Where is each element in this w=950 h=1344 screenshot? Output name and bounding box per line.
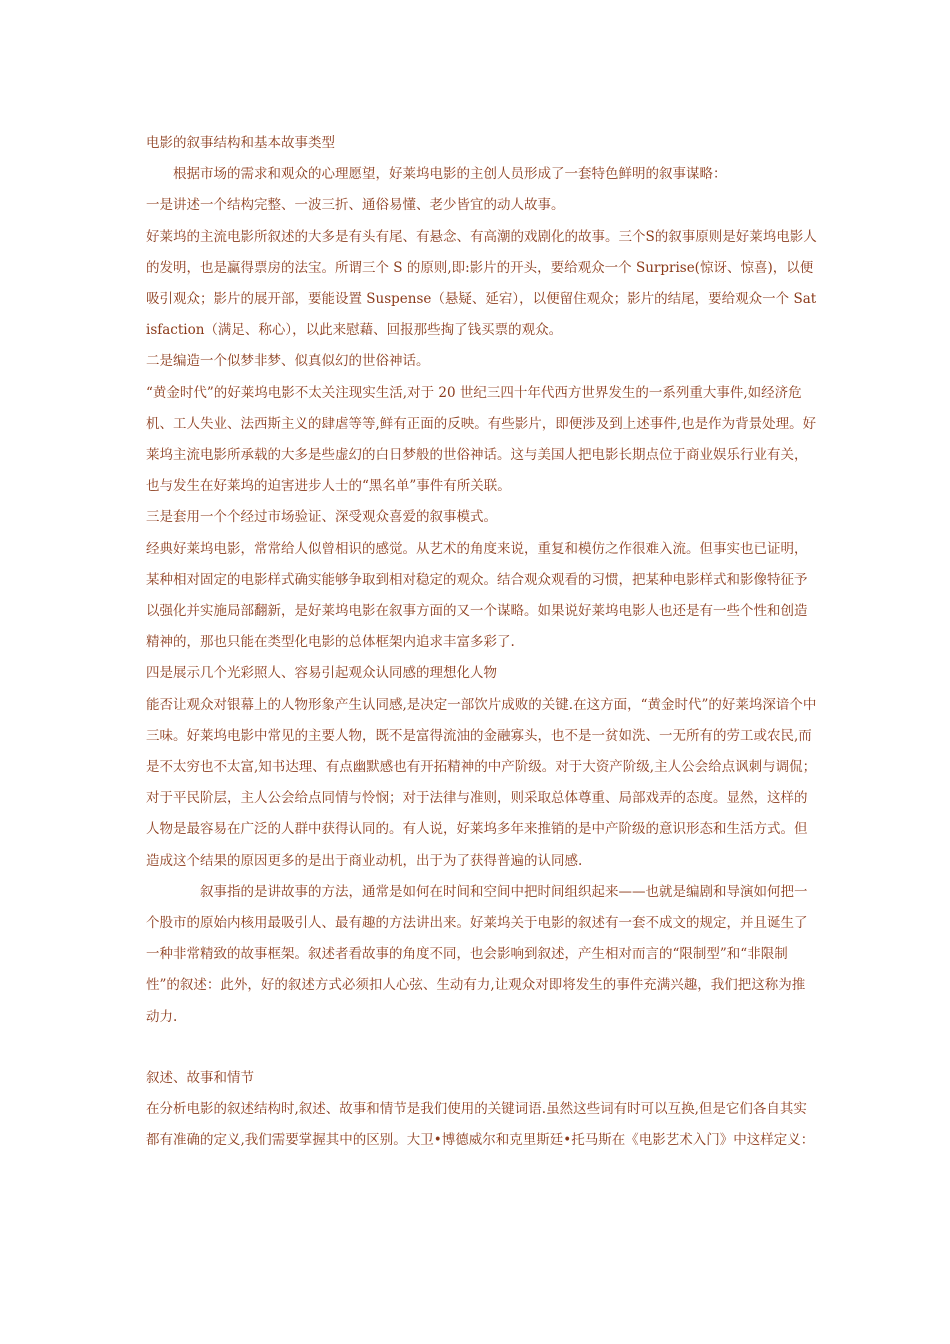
point2-heading: 二是编造一个似梦非梦、似真似幻的世俗神话。 xyxy=(146,353,430,370)
point2-body: “黄金时代”的好莱坞电影不太关注现实生活,对于 20 世纪三四十年代西方世界发生的一系列重大事件,如经济危机、工人失业、法西斯主义的肆虐等等,鲜有正面的反映。有些影片，即便涉及到上述事件,也是作为背景处理。好莱坞主流电影所承载的大多是些虚幻的白日梦般的世俗神话。这与美国人把电影长期点位于商业娱乐行业有关，也与发生在好莱坞的迫害进步人士的“黑名单”事件有所关联。 xyxy=(146,384,817,495)
section-spacer xyxy=(146,1033,818,1063)
point1-body: 好莱坞的主流电影所叙述的大多是有头有尾、有悬念、有高潮的戏剧化的故事。三个S的叙事原则是好莱坞电影人的发明，也是赢得票房的法宝。所谓三个 S 的原则,即:影片的开头，要给观众一个 Surprise(惊讶、惊喜)，以便吸引观众；影片的展开部，要能设置 Suspense（悬疑、延宕），以便留住观众；影片的结尾，要给观众一个 Satisfaction（满足、称心），以此来慰藉、回报那些掏了钱买票的观众。 xyxy=(146,228,817,339)
document-body xyxy=(146,128,818,1157)
point4-heading: 四是展示几个光彩照人、容易引起观众认同感的理想化人物 xyxy=(146,665,497,682)
section2-heading: 叙述、故事和情节 xyxy=(146,1069,254,1086)
section2-body: 在分析电影的叙述结构时,叙述、故事和情节是我们使用的关键词语.虽然这些词有时可以互换,但是它们各自其实都有准确的定义,我们需要掌握其中的区别。大卫•博德威尔和克里斯廷•托马斯在《电影艺术入门》中这样定义： xyxy=(146,1101,815,1149)
narrative-paragraph: 叙事指的是讲故事的方法，通常是如何在时间和空间中把时间组织起来——也就是编剧和导演如何把一个股市的原始内核用最吸引人、最有趣的方法讲出来。好莱坞关于电影的叙述有一套不成文的规定，并且诞生了一种非常精致的故事框架。叙述者看故事的角度不同，也会影响到叙述，产生相对而言的“限制型”和“非限制性”的叙述：此外，好的叙述方式必须扣人心弦、生动有力,让观众对即将发生的事件充满兴趣，我们把这称为推动力. xyxy=(146,883,808,1025)
intro-paragraph: 根据市场的需求和观众的心理愿望，好莱坞电影的主创人员形成了一套特色鲜明的叙事谋略： xyxy=(173,166,727,183)
point4-body: 能否让观众对银幕上的人物形象产生认同感,是决定一部饮片成败的关键.在这方面，“黄金时代”的好莱坞深谙个中三味。好莱坞电影中常见的主要人物，既不是富得流油的金融寡头，也不是一贫如洗、一无所有的劳工或农民,而是不太穷也不太富,知书达理、有点幽默感也有开拓精神的中产阶级。对于大资产阶级,主人公会给点讽刺与调侃；对于平民阶层，主人公会给点同情与怜悯；对于法律与准则，则采取总体尊重、局部戏弄的态度。显然，这样的人物是最容易在广泛的人群中获得认同的。有人说，好莱坞多年来推销的是中产阶级的意识形态和生活方式。但造成这个结果的原因更多的是出于商业动机，出于为了获得普遍的认同感. xyxy=(146,696,817,869)
point3-heading: 三是套用一个个经过市场验证、深受观众喜爱的叙事模式。 xyxy=(146,509,497,526)
point1-heading: 一是讲述一个结构完整、一波三折、通俗易懂、老少皆宜的动人故事。 xyxy=(146,197,565,214)
point3-body: 经典好莱坞电影，常常给人似曾相识的感觉。从艺术的角度来说，重复和模仿之作很难入流。但事实也已证明，某种相对固定的电影样式确实能够争取到相对稳定的观众。结合观众观看的习惯，把某种电影样式和影像特征予以强化并实施局部翻新，是好莱坞电影在叙事方面的又一个谋略。如果说好莱坞电影人也还是有一些个性和创造精神的，那也只能在类型化电影的总体框架内追求丰富多彩了. xyxy=(146,540,808,651)
document-title: 电影的叙事结构和基本故事类型 xyxy=(146,135,335,151)
